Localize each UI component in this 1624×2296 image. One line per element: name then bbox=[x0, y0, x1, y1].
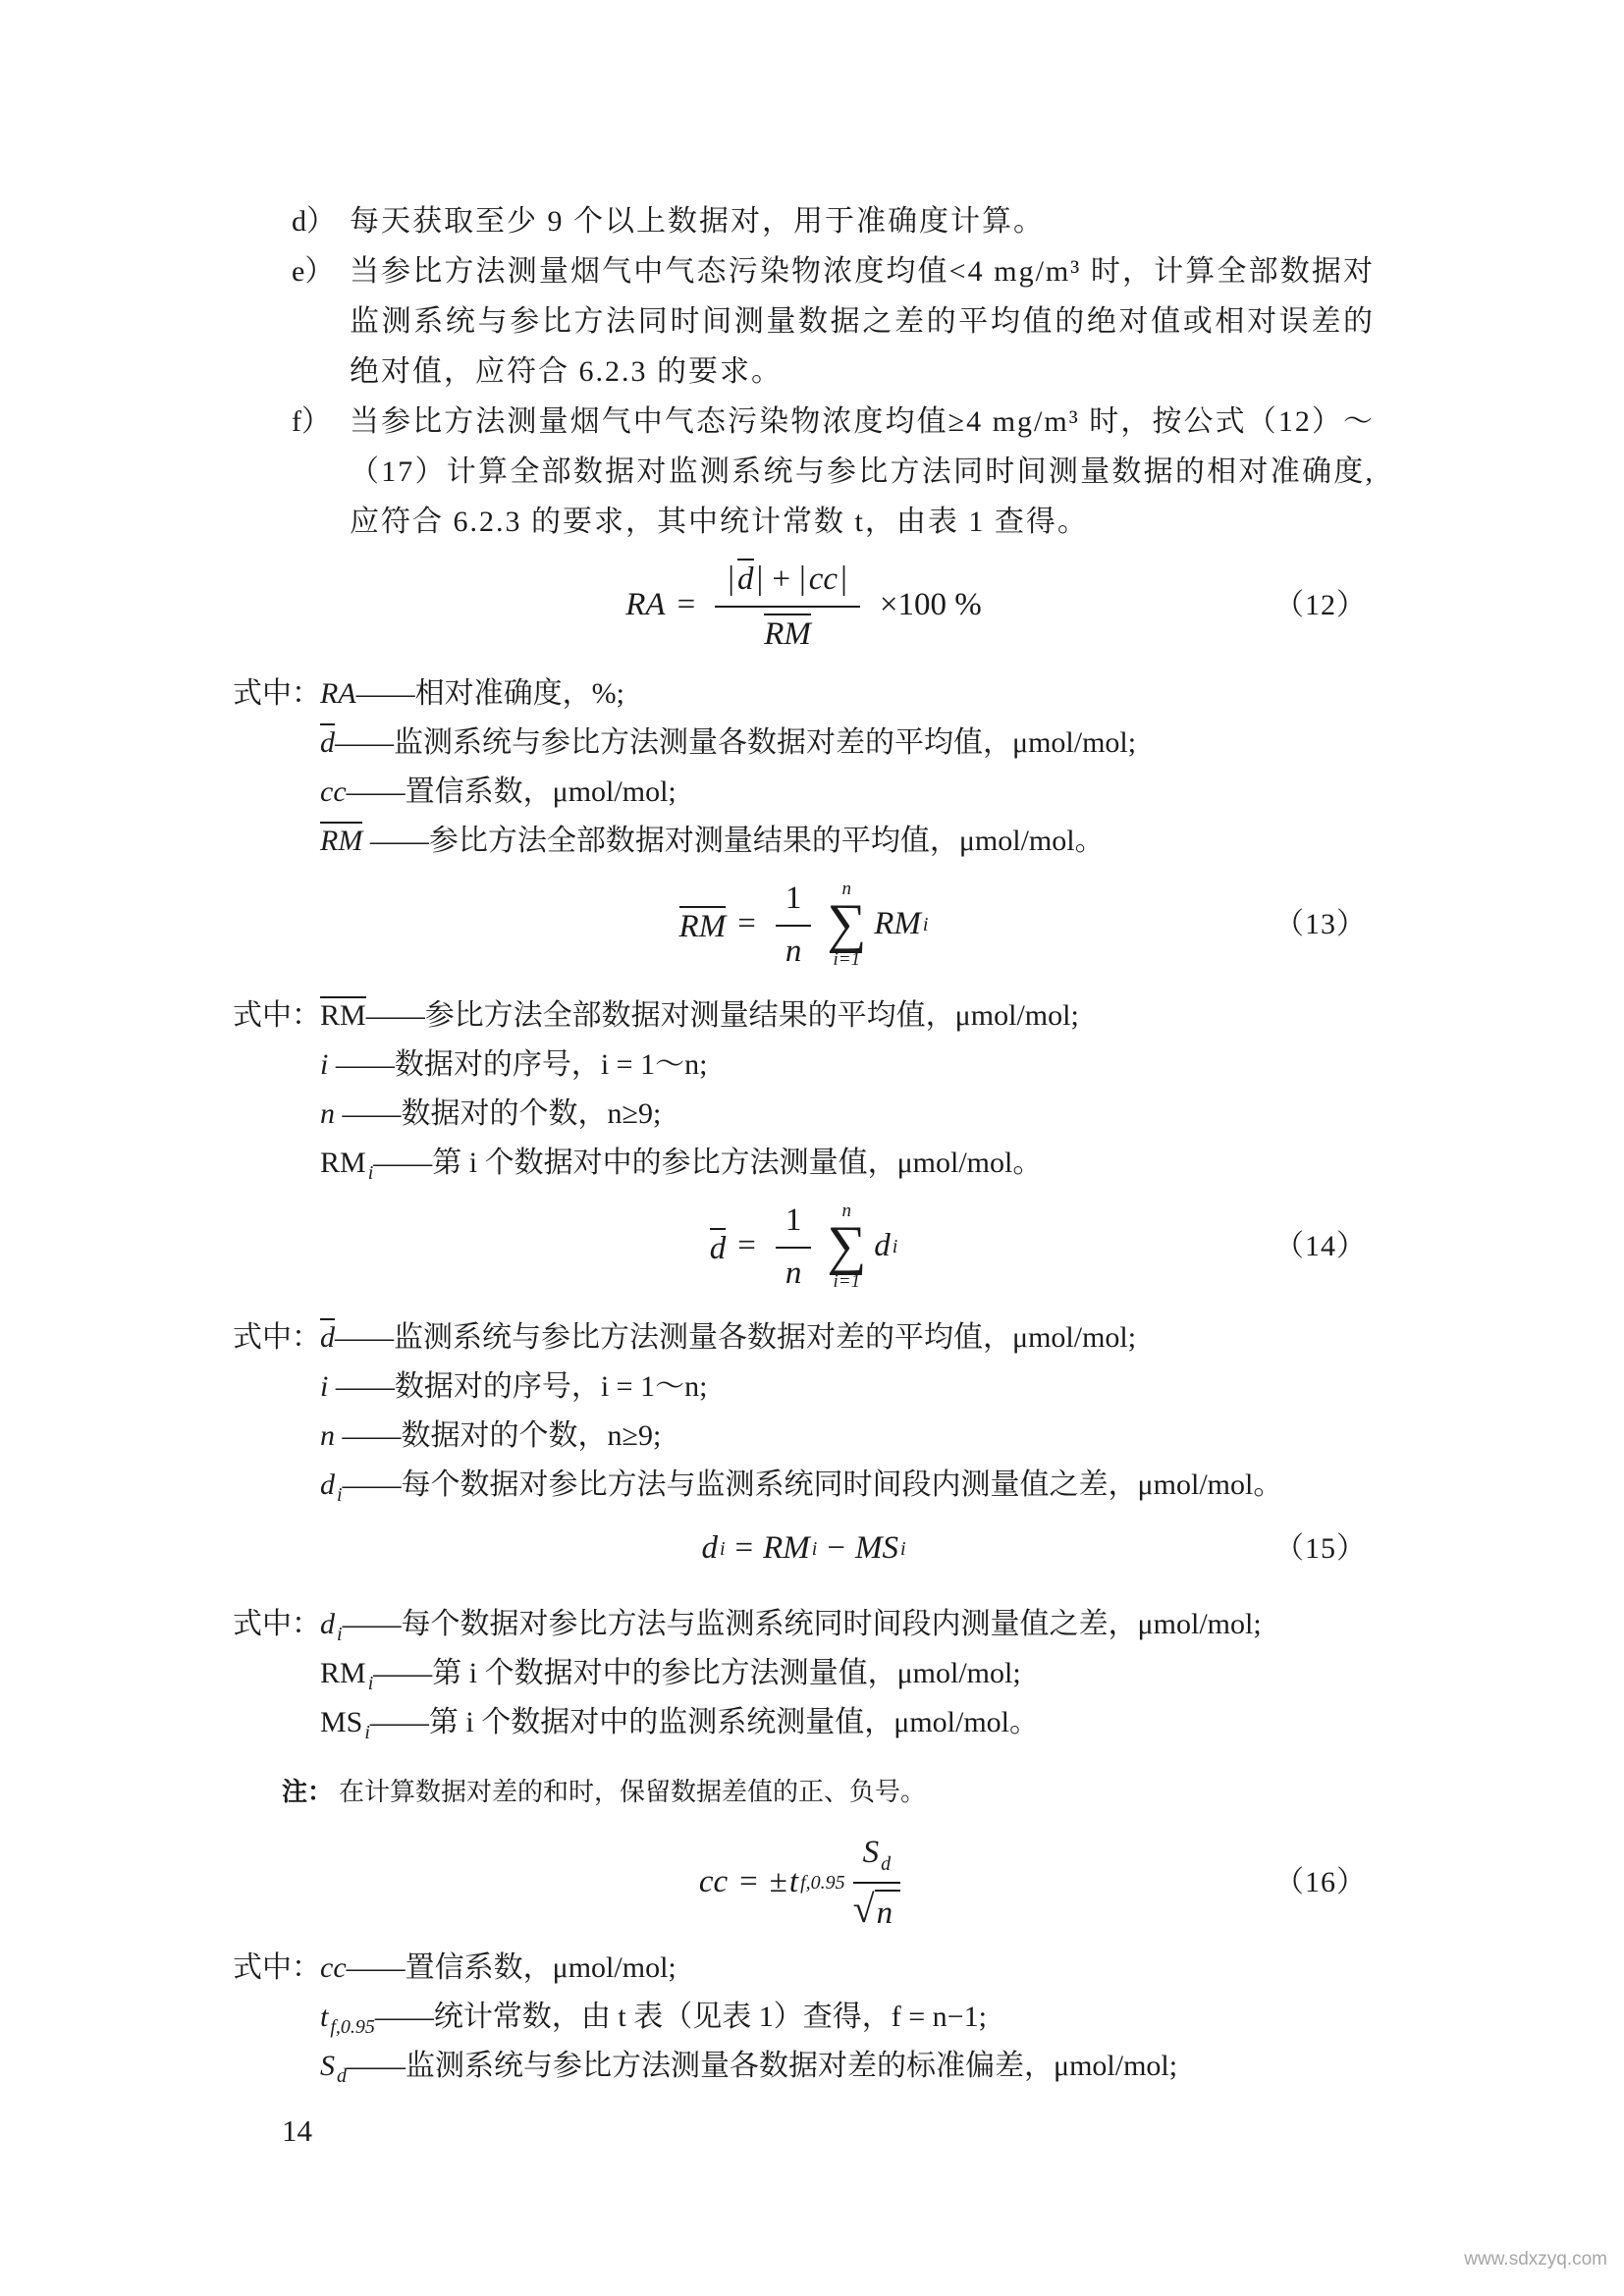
list-item-e-label: e） bbox=[292, 255, 335, 288]
summation-operator bbox=[827, 1200, 866, 1293]
formula-12-denominator bbox=[764, 608, 811, 655]
watermark: www.sdxzyq.com bbox=[1464, 2249, 1607, 2269]
def-intro: 式中： bbox=[233, 1951, 321, 1984]
formula-15-number: （15） bbox=[1274, 1532, 1367, 1565]
n-symbol: n bbox=[320, 1097, 335, 1130]
def-desc: ——统计常数，由 t 表（见表 1）查得，f = n−1; bbox=[374, 2001, 987, 2033]
formula-13-fraction bbox=[776, 878, 812, 971]
d-term: d bbox=[874, 1228, 891, 1264]
plus-minus-sign: ± bbox=[769, 1864, 787, 1900]
equals-sign: = bbox=[734, 1530, 754, 1567]
def-desc: ——数据对的序号，i = 1～n; bbox=[328, 1370, 708, 1403]
def-desc: ——第 i 个数据对中的监测系统测量值，μmol/mol。 bbox=[369, 1706, 1040, 1738]
cc-symbol: cc bbox=[320, 1951, 347, 1984]
definition-row bbox=[233, 2042, 1375, 2091]
def-intro: 式中： bbox=[233, 677, 321, 710]
minus-sign: − bbox=[827, 1530, 845, 1567]
list-item-d bbox=[233, 196, 1375, 246]
radical-sign: √ bbox=[852, 1887, 875, 1931]
def-desc: ——数据对的个数，n≥9; bbox=[335, 1419, 662, 1452]
sum-upper-limit: n bbox=[841, 879, 852, 900]
def-desc: ——每个数据对参比方法与监测系统同时间段内测量值之差，μmol/mol; bbox=[342, 1608, 1262, 1640]
cc-symbol: cc bbox=[698, 1864, 729, 1900]
definitions-formula-14 bbox=[233, 1313, 1375, 1510]
formula-16-number: （16） bbox=[1274, 1866, 1367, 1898]
def-desc: ——参比方法全部数据对测量结果的平均值，μmol/mol。 bbox=[362, 825, 1105, 857]
def-desc: ——置信系数，μmol/mol; bbox=[346, 1951, 677, 1984]
definitions-formula-15 bbox=[233, 1600, 1375, 1747]
ra-symbol: RA bbox=[320, 677, 356, 710]
sum-lower-limit: i=1 bbox=[833, 948, 861, 970]
list-item-f-label: f） bbox=[292, 405, 331, 438]
subscript-i: i bbox=[892, 1236, 898, 1257]
rm-term: RM bbox=[874, 906, 921, 942]
subscript-i: i bbox=[364, 1722, 370, 1743]
subscript-i: i bbox=[337, 1624, 343, 1645]
abs-bar: | bbox=[756, 561, 764, 598]
abs-bar: | bbox=[728, 561, 735, 598]
formula-12 bbox=[233, 547, 1375, 665]
definition-row bbox=[233, 719, 1375, 768]
definition-row bbox=[233, 1041, 1375, 1090]
formula-12-tail: ×100 % bbox=[879, 587, 982, 623]
rm-bar-symbol: RM bbox=[679, 906, 727, 944]
definition-row bbox=[233, 1993, 1375, 2042]
def-desc: ——监测系统与参比方法测量各数据对差的平均值，μmol/mol; bbox=[335, 726, 1137, 759]
d-i-symbol: d bbox=[701, 1530, 718, 1567]
fraction-numerator: 1 bbox=[776, 1200, 812, 1249]
sum-lower-limit: i=1 bbox=[833, 1270, 861, 1292]
formula-12-number: （12） bbox=[1274, 589, 1367, 621]
list-item-e-text: 当参比方法测量烟气中气态污染物浓度均值<4 mg/m³ 时，计算全部数据对监测系统与参比方法同时间测量数据之差的平均值的绝对值或相对误差的绝对值，应符合 6.2.3 的要求。 bbox=[350, 255, 1375, 388]
equals-sign: = bbox=[737, 906, 756, 942]
subscript-i: i bbox=[719, 1538, 726, 1560]
formula-12-lhs: RA bbox=[625, 587, 666, 623]
list-item-f bbox=[233, 397, 1375, 547]
subscript-d: d bbox=[881, 1853, 892, 1875]
cc-symbol: cc bbox=[320, 775, 347, 808]
abs-bar: | bbox=[840, 561, 847, 598]
subscript-i: i bbox=[811, 1538, 818, 1560]
def-desc: ——监测系统与参比方法测量各数据对差的标准偏差，μmol/mol; bbox=[347, 2050, 1178, 2082]
def-desc: ——相对准确度，%; bbox=[355, 677, 624, 710]
fraction-numerator: 1 bbox=[776, 878, 812, 927]
sigma-symbol: ∑ bbox=[827, 893, 867, 955]
d-bar-symbol: d bbox=[320, 723, 335, 759]
sum-upper-limit: n bbox=[841, 1201, 852, 1222]
def-desc: ——置信系数，μmol/mol; bbox=[346, 775, 677, 808]
page-content bbox=[233, 196, 1375, 2091]
definition-row bbox=[233, 1461, 1375, 1510]
subscript-f-095: f,0.95 bbox=[330, 2016, 375, 2038]
ms-i-symbol: MS bbox=[320, 1706, 363, 1738]
def-intro: 式中： bbox=[233, 1321, 321, 1354]
i-symbol: i bbox=[320, 1370, 329, 1403]
definition-row bbox=[233, 1362, 1375, 1412]
def-desc: ——数据对的个数，n≥9; bbox=[335, 1097, 662, 1130]
rm-bar-symbol: RM bbox=[320, 822, 362, 857]
definitions-formula-16 bbox=[233, 1944, 1375, 2091]
ms-i-symbol: MS bbox=[854, 1530, 898, 1567]
t-symbol: t bbox=[788, 1864, 799, 1900]
list-item-e bbox=[233, 246, 1375, 397]
list-item-d-label: d） bbox=[292, 205, 336, 238]
formula-15 bbox=[233, 1520, 1375, 1578]
fraction-denominator bbox=[853, 1884, 900, 1934]
formula-14 bbox=[233, 1188, 1375, 1306]
formula-16-fraction bbox=[853, 1832, 901, 1933]
abs-bar: | bbox=[798, 561, 806, 598]
d-bar-symbol: d bbox=[320, 1318, 335, 1354]
subscript-i: i bbox=[922, 914, 929, 935]
rm-bar-symbol: RM bbox=[320, 996, 366, 1032]
t-symbol: t bbox=[320, 2001, 329, 2033]
definition-row bbox=[233, 1698, 1375, 1747]
s-symbol: S bbox=[862, 1835, 880, 1871]
def-desc: ——监测系统与参比方法测量各数据对差的平均值，μmol/mol; bbox=[335, 1321, 1137, 1354]
equals-sign: = bbox=[737, 1228, 756, 1264]
def-desc: ——每个数据对参比方法与监测系统同时间段内测量值之差，μmol/mol。 bbox=[342, 1468, 1283, 1501]
d-i-symbol: d bbox=[320, 1468, 335, 1501]
formula-13 bbox=[233, 866, 1375, 984]
summation-operator bbox=[827, 878, 866, 971]
equals-sign: = bbox=[739, 1864, 758, 1900]
list-item-d-text: 每天获取至少 9 个以上数据对，用于准确度计算。 bbox=[350, 205, 1045, 238]
def-desc: ——数据对的序号，i = 1～n; bbox=[328, 1048, 708, 1081]
cc-symbol: cc bbox=[808, 561, 839, 598]
subscript-f-095: f,0.95 bbox=[800, 1872, 845, 1894]
equals-sign: = bbox=[677, 587, 696, 623]
definition-row bbox=[233, 768, 1375, 817]
note-text: 在计算数据对差的和时，保留数据差值的正、负号。 bbox=[339, 1778, 927, 1806]
plus-sign: + bbox=[772, 561, 790, 598]
def-intro: 式中： bbox=[233, 1608, 321, 1640]
definition-row bbox=[233, 669, 1375, 719]
i-symbol: i bbox=[320, 1048, 329, 1081]
fraction-denominator: n bbox=[785, 1255, 802, 1291]
radicand-n: n bbox=[875, 1890, 901, 1934]
rm-i-symbol: RM bbox=[320, 1147, 366, 1179]
formula-16 bbox=[233, 1819, 1375, 1947]
definition-row bbox=[233, 1600, 1375, 1649]
def-desc: ——第 i 个数据对中的参比方法测量值，μmol/mol。 bbox=[373, 1147, 1043, 1179]
subscript-i: i bbox=[367, 1673, 374, 1694]
subscript-i: i bbox=[899, 1538, 906, 1560]
s-d-symbol: S bbox=[320, 2050, 335, 2082]
list-item-f-text: 当参比方法测量烟气中气态污染物浓度均值≥4 mg/m³ 时，按公式（12）～（17）计算全部数据对监测系统与参比方法同时间测量数据的相对准确度,应符合 6.2.3 的要求，其中统计常数 t，由表 1 查得。 bbox=[350, 405, 1375, 538]
formula-14-fraction bbox=[776, 1200, 812, 1293]
d-bar-symbol: d bbox=[737, 559, 754, 597]
formula-12-fraction bbox=[715, 557, 860, 654]
rm-bar-symbol: RM bbox=[764, 614, 811, 652]
rm-i-symbol: RM bbox=[763, 1530, 810, 1567]
n-symbol: n bbox=[320, 1419, 335, 1452]
subscript-i: i bbox=[367, 1162, 374, 1184]
square-root bbox=[852, 1887, 900, 1934]
definition-row bbox=[233, 817, 1375, 866]
definition-row bbox=[233, 1090, 1375, 1139]
note-label: 注： bbox=[282, 1777, 334, 1806]
page-number: 14 bbox=[282, 2113, 312, 2148]
d-bar-symbol: d bbox=[710, 1228, 727, 1266]
subscript-d: d bbox=[337, 2065, 347, 2087]
definition-row bbox=[233, 1313, 1375, 1362]
definition-row bbox=[233, 991, 1375, 1041]
definitions-formula-12 bbox=[233, 669, 1375, 866]
sigma-symbol: ∑ bbox=[827, 1215, 867, 1277]
def-desc: ——第 i 个数据对中的参比方法测量值，μmol/mol; bbox=[373, 1657, 1021, 1689]
definition-row bbox=[233, 1139, 1375, 1188]
subscript-i: i bbox=[337, 1484, 343, 1506]
fraction-denominator: n bbox=[785, 934, 802, 969]
definitions-formula-13 bbox=[233, 991, 1375, 1188]
formula-12-numerator bbox=[715, 557, 860, 608]
formula-14-number: （14） bbox=[1274, 1230, 1367, 1262]
def-intro: 式中： bbox=[233, 999, 321, 1032]
note-line bbox=[282, 1772, 1375, 1811]
definition-row bbox=[233, 1412, 1375, 1461]
definition-row bbox=[233, 1649, 1375, 1698]
rm-i-symbol: RM bbox=[320, 1657, 366, 1689]
formula-13-number: （13） bbox=[1274, 908, 1367, 940]
d-i-symbol: d bbox=[320, 1608, 335, 1640]
def-desc: ——参比方法全部数据对测量结果的平均值，μmol/mol; bbox=[365, 999, 1079, 1032]
definition-row bbox=[233, 1944, 1375, 1993]
fraction-numerator bbox=[853, 1832, 901, 1884]
